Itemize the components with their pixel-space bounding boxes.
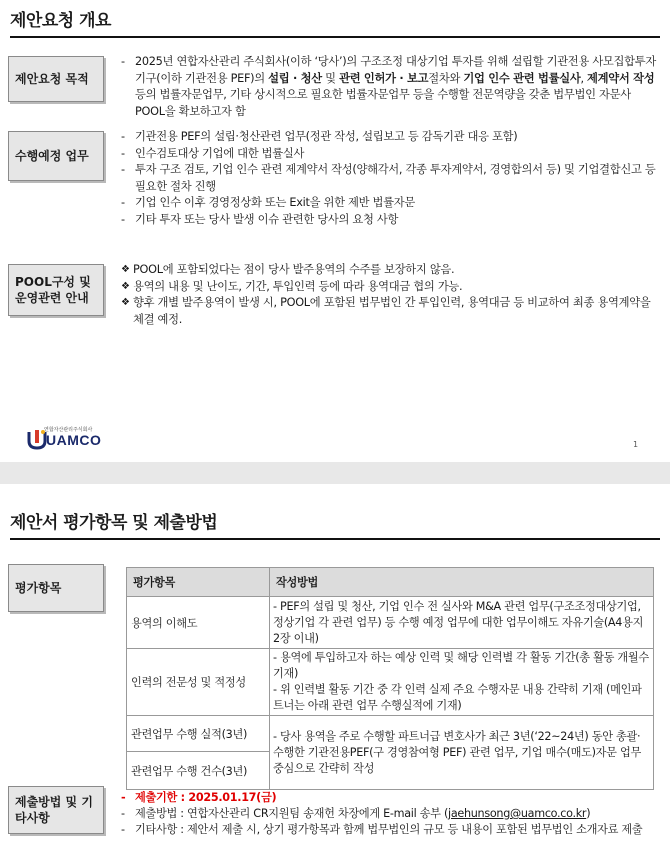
diamond-bullet-icon: ❖ — [121, 297, 130, 308]
list-item — [121, 295, 661, 328]
table-row — [127, 716, 654, 752]
section-content-tasks — [121, 129, 661, 228]
list-item — [121, 806, 666, 822]
list-item — [121, 146, 661, 163]
list-item — [121, 262, 661, 279]
list-item — [121, 279, 661, 296]
table-cell-method: - PEF의 설립 및 청산, 기업 인수 전 실사와 M&A 관련 업무(구조조정대상기업, 정상기업 각 관련 업무) 등 수행 예정 업무에 대한 업무이해도 자유기술(A4용지 2장 이내) — [270, 597, 654, 649]
table-cell-method: - 용역에 투입하고자 하는 예상 인력 및 해당 인력별 각 활동 기간(총 활동 개월수 기재) - 위 인력별 활동 기간 중 각 인력 실제 주요 수행자문 내용 간략히 기재 (메인파트너는 아래 관련 업무 수행실적에 기재) — [270, 649, 654, 716]
table-header-item: 평가항목 — [127, 568, 270, 597]
table-header-row — [127, 568, 654, 597]
page-title: 제안요청 개요 — [10, 11, 111, 31]
diamond-bullet-icon: ❖ — [121, 280, 130, 292]
list-item-text: POOL에 포함되었다는 점이 당사 발주용역의 수주를 보장하지 않음. — [133, 263, 455, 276]
list-item-text: 투자 구조 검토, 기업 인수 관련 제계약서 작성(양해각서, 각종 투자계약서, 경영합의서 등) 및 기업결합신고 등 필요한 절차 진행 — [135, 163, 656, 193]
diamond-bullet-icon: ❖ — [121, 264, 130, 275]
list-item-text: 인수검토대상 기업에 대한 법률실사 — [135, 146, 305, 160]
list-item-text: 기타 투자 또는 당사 발생 이슈 관련한 당사의 요청 사항 — [135, 212, 399, 226]
list-item — [121, 195, 661, 212]
bullet-dash: - — [121, 807, 125, 820]
list-item-text: 2025년 연합자산관리 주식회사(이하 ‘당사’)의 구조조정 대상기업 투자를 위해 설립할 기관전용 사모집합투자기구(이하 기관전용 PEF)의 설립 · 청산 및 관련 인허가 · 보고절차와 기업 인수 관련 법률실사, 제계약서 작성 등의 법률자문업무, 기타 상시적으로 필요한 법률자문업무 등을 수행할 전문역량을 갖춘 법무법인 자문사 POOL을 확보하고자 함 — [135, 55, 656, 118]
submit-other: 기타사항 : 제안서 제출 시, 상기 평가항목과 함께 법무법인의 규모 등 내용이 포함된 법무법인 소개자료 제출 — [135, 823, 643, 836]
table-row — [127, 597, 654, 649]
submit-method-close: ) — [586, 807, 591, 820]
list-item — [121, 129, 661, 146]
submit-deadline: 제출기한 : 2025.01.17(금) — [135, 791, 277, 804]
slide-2 — [0, 484, 670, 860]
submit-content — [121, 790, 666, 838]
section-label-pool: POOL구성 및 운영관련 안내 — [8, 264, 104, 316]
list-item — [121, 822, 666, 838]
list-item — [121, 54, 661, 120]
section-content-purpose — [121, 54, 661, 120]
bullet-dash: - — [121, 212, 125, 226]
eval-label: 평가항목 — [8, 564, 104, 612]
table-cell-item: 관련업무 수행 건수(3년) — [127, 752, 270, 790]
table-cell-method: - 당사 용역을 주로 수행할 파트너급 변호사가 최근 3년(‘22~24년) 동안 총괄·수행한 기관전용PEF(구 경영참여형 PEF) 관련 업무, 기업 매수(매도)자문 업무 중심으로 간략히 작성 — [270, 716, 654, 790]
list-item — [121, 212, 661, 229]
bullet-dash: - — [121, 791, 126, 804]
logo-company-name: 연합자산관리주식회사 — [44, 427, 93, 433]
logo-wordmark: UAMCO — [46, 432, 102, 448]
bullet-dash: - — [121, 823, 125, 836]
page-title-2: 제안서 평가항목 및 제출방법 — [10, 513, 218, 533]
email-link[interactable]: jaehunsong@uamco.co.kr — [448, 807, 587, 820]
submit-method — [135, 806, 666, 822]
list-item-text: 기업 인수 이후 경영정상화 또는 Exit을 위한 제반 법률자문 — [135, 196, 416, 209]
submit-label: 제출방법 및 기타사항 — [8, 786, 104, 834]
list-item-text: 향후 개별 발주용역이 발생 시, POOL에 포함된 법무법인 간 투입인력, 용역대금 등 비교하여 최종 용역계약을 체결 예정. — [133, 296, 651, 326]
bullet-dash: - — [121, 163, 125, 176]
table-cell-item: 인력의 전문성 및 적정성 — [127, 649, 270, 716]
bullet-dash: - — [121, 146, 125, 160]
table-cell-item: 관련업무 수행 실적(3년) — [127, 716, 270, 752]
bullet-dash: - — [121, 55, 125, 68]
evaluation-table — [126, 567, 654, 790]
table-row — [127, 649, 654, 716]
section-label-tasks: 수행예정 업무 — [8, 131, 104, 181]
section-content-pool — [121, 262, 661, 328]
title-underline — [10, 36, 660, 38]
section-label-purpose: 제안요청 목적 — [8, 56, 104, 102]
list-item-text: 기관전용 PEF의 설립·청산관련 업무(정관 작성, 설립보고 등 감독기관 대응 포함) — [135, 130, 518, 143]
submit-method-text: 제출방법 : 연합자산관리 CR지원팀 송재헌 차장에게 E-mail 송부 ( — [135, 807, 449, 820]
uamco-logo — [26, 426, 136, 452]
list-item — [121, 162, 661, 195]
bullet-dash: - — [121, 196, 125, 209]
title-underline-2 — [10, 538, 660, 540]
table-header-method: 작성방법 — [270, 568, 654, 597]
list-item — [121, 790, 666, 806]
page-number: 1 — [633, 440, 639, 449]
list-item-text: 용역의 내용 및 난이도, 기간, 투입인력 등에 따라 용역대금 협의 가능. — [133, 279, 463, 293]
slide-separator — [0, 462, 670, 484]
table-cell-item: 용역의 이해도 — [127, 597, 270, 649]
bullet-dash: - — [121, 130, 125, 143]
